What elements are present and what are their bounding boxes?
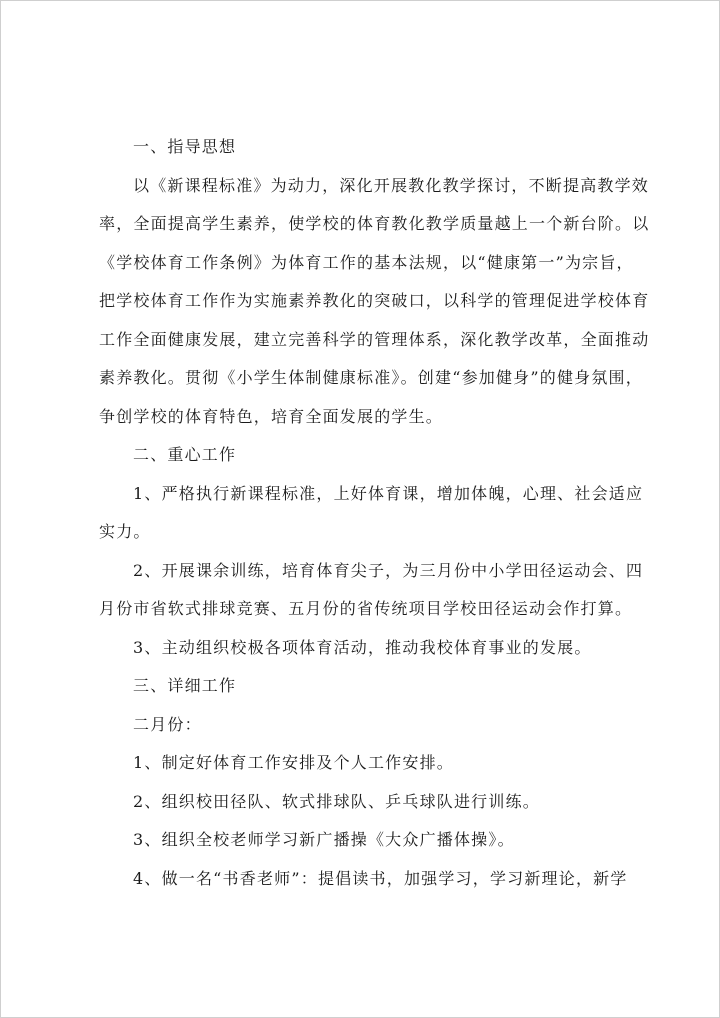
document-body xyxy=(99,128,650,898)
paragraph-line: 争创学校的体育特色，培育全面发展的学生。 xyxy=(99,406,444,426)
list-item: 2、开展课余训练，培育体育尖子，为三月份中小学田径运动会、四 xyxy=(133,560,644,580)
list-item: 2、组织校田径队、软式排球队、乒乓球队进行训练。 xyxy=(133,791,540,811)
paragraph-line: 《学校体育工作条例》为体育工作的基本法规，以“健康第一”为宗旨， xyxy=(99,252,634,272)
paragraph-line: 以《新课程标准》为动力，深化开展教化教学探讨，不断提高教学效 xyxy=(133,175,650,195)
section-heading-detailed-work: 三、详细工作 xyxy=(133,676,237,695)
paragraph-line: 把学校体育工作作为实施素养教化的突破口，以科学的管理促进学校体育 xyxy=(99,291,650,310)
list-item-continuation: 月份市省软式排球竞赛、五月份的省传统项目学校田径运动会作打算。 xyxy=(99,599,633,618)
list-item-continuation: 实力。 xyxy=(99,522,151,541)
paragraph-line: 素养教化。贯彻《小学生体制健康标准》。创建“参加健身”的健身氛围， xyxy=(99,368,643,387)
list-item: 3、主动组织校极各项体育活动，推动我校体育事业的发展。 xyxy=(133,637,592,657)
section-heading-guiding-ideology: 一、指导思想 xyxy=(133,137,237,156)
list-item: 3、组织全校老师学习新广播操《大众广播体操》。 xyxy=(133,830,515,849)
list-item: 4、做一名“书香老师”：提倡读书，加强学习，学习新理论，新学 xyxy=(133,868,628,888)
list-item: 1、严格执行新课程标准，上好体育课，增加体魄，心理、社会适应 xyxy=(133,483,644,503)
section-heading-key-work: 二、重心工作 xyxy=(133,445,237,464)
list-item: 1、制定好体育工作安排及个人工作安排。 xyxy=(133,753,454,772)
paragraph-line: 率，全面提高学生素养，使学校的体育教化教学质量越上一个新台阶。以 xyxy=(99,214,650,233)
paragraph-line: 工作全面健康发展，建立完善科学的管理体系，深化教学改革，全面推动 xyxy=(99,329,650,349)
month-heading: 二月份： xyxy=(133,714,202,734)
